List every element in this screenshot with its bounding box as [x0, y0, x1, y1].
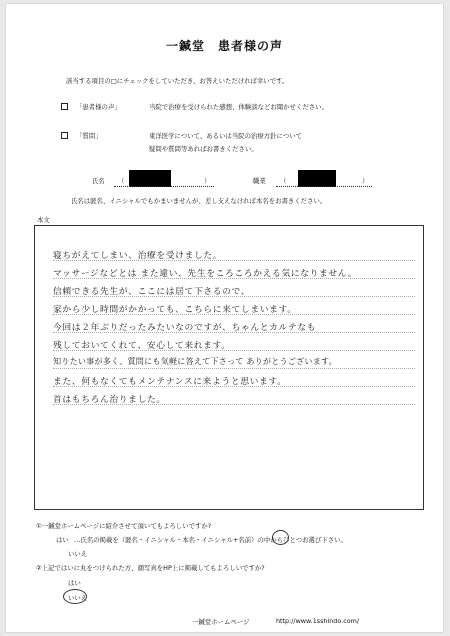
job-redaction: [298, 170, 336, 187]
question-checkbox[interactable]: [61, 132, 68, 139]
page-title: 一鍼堂 患者様の声: [165, 39, 283, 53]
q2-yes[interactable]: はい: [68, 579, 81, 587]
question-option-label: 「質問」: [76, 132, 102, 140]
q2-no[interactable]: いいえ: [68, 594, 88, 602]
name-redaction: [129, 170, 171, 187]
q1-answer-circle: [272, 530, 289, 545]
q2-text: ②上記ではいに丸をつけられた方、顔写真をHP上に掲載してもよろしいですか?: [36, 564, 265, 572]
q1-yes[interactable]: はい: [56, 536, 69, 544]
q2-answer-circle: [63, 589, 87, 604]
q1-no[interactable]: いいえ: [68, 550, 88, 558]
job-paren-close: ）: [362, 177, 369, 185]
name-paren-open: （: [118, 177, 125, 185]
body-label: 本文: [37, 216, 50, 224]
name-label: 氏名: [92, 177, 105, 185]
q1-text: ①一鍼堂ホームページに紹介させて頂いてもよろしいですか?: [36, 522, 212, 530]
handwritten-line: 残しておいてくれて、安心して来れます。: [53, 341, 231, 351]
handwritten-line: 信頼できる先生が、ここには居て下さるので、: [53, 287, 251, 297]
name-paren-close: ）: [204, 177, 211, 185]
voice-option-label: 「患者様の声」: [76, 103, 121, 111]
handwritten-line: 首はもちろん治りました。: [53, 395, 166, 405]
name-underline: [114, 186, 214, 187]
handwritten-line: マッサージなどとは また違い、先生をころころかえる気になりません。: [53, 269, 358, 279]
handwritten-line: 知りたい事が多く、質問にも気軽に答えて下さって ありがとうございます。: [53, 356, 337, 366]
job-underline: [276, 186, 372, 187]
name-note: 氏名は匿名、イニシャルでもかまいませんが、差し支えなければ本名をお書きください。: [71, 197, 327, 205]
q1-yes-detail: …氏名の掲載を（匿名・イニシャル・本名・イニシャル+名前）の中からひとつお選び下さい。: [74, 536, 347, 544]
job-label: 職業: [253, 177, 266, 185]
handwritten-line: 今回は２年ぶりだったみたいなのですが、ちゃんとカルテなも: [53, 323, 317, 333]
instruction-text: 該当する項目の□にチェックをしていただき、お答えいただければ幸いです。: [66, 77, 289, 85]
footer-url[interactable]: http://www.1sshindo.com/: [276, 617, 359, 625]
question-option-desc-2: 疑問や質問等あればお書きください。: [149, 145, 258, 153]
survey-sheet: [6, 4, 443, 632]
ruled-line: [53, 368, 415, 369]
footer-site: 一鍼堂ホームページ: [192, 618, 250, 626]
voice-checkbox[interactable]: [61, 103, 68, 110]
handwritten-line: また、何もなくてもメンテナンスに来ようと思います。: [53, 377, 287, 387]
job-paren-open: （: [280, 177, 287, 185]
voice-option-desc: 当院で治療を受けられた感想、体験談などお聞かせください。: [149, 103, 328, 111]
handwritten-line: 寝ちがえてしまい、治療を受けました。: [53, 251, 223, 261]
question-option-desc-1: 東洋医学について、あるいは当院の治療方針について: [149, 132, 302, 140]
comment-box: [34, 225, 424, 510]
handwritten-line: 家から少し時間がかかっても、こちらに来てしまいます。: [53, 305, 297, 315]
